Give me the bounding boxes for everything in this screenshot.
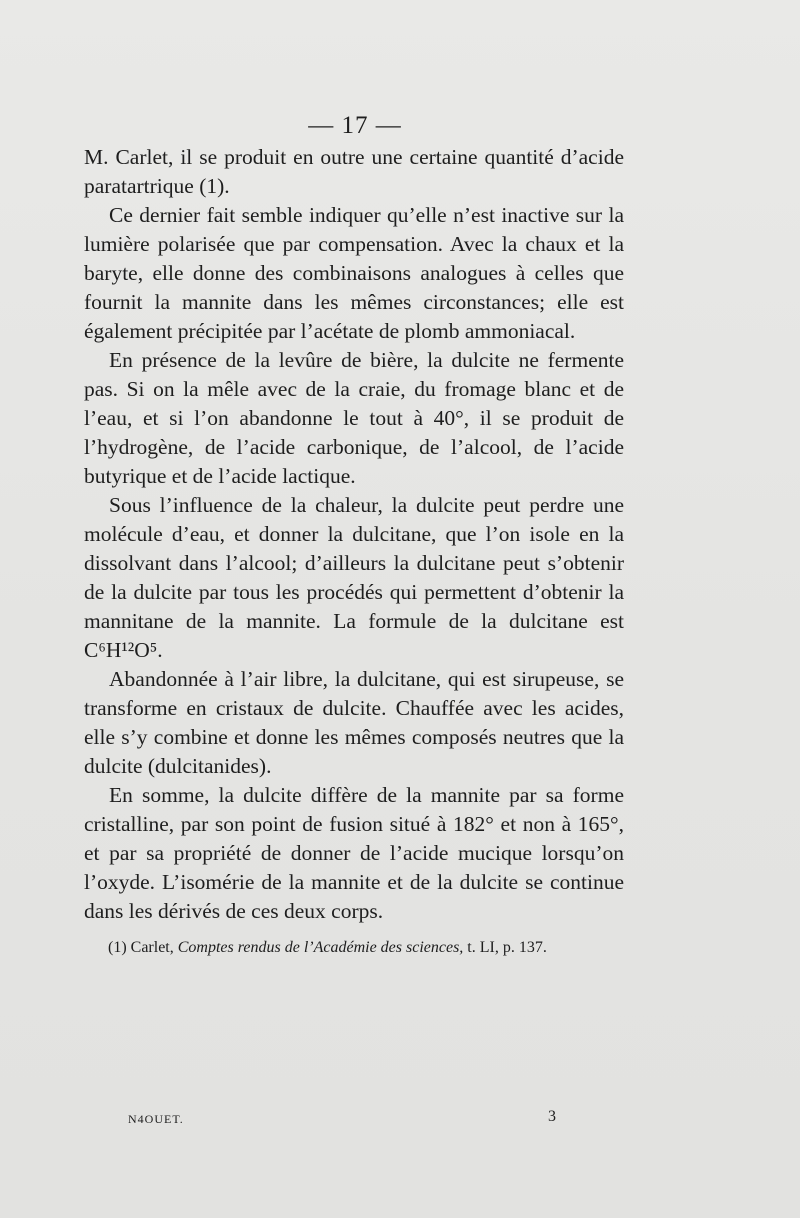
footnote-title: Comptes rendus de l’Académie des sciences, <box>177 939 464 956</box>
printer-signature: N4OUET. <box>128 1112 184 1126</box>
paragraph-1: M. Carlet, il se produit en outre une certaine quantité d’acide paratartrique (1). <box>84 145 624 198</box>
paragraph-6: En somme, la dulcite diffère de la mannite par sa forme cristalline, par son point de fusion situé à 182° et non à 165°, et par sa propriété de donner de l’acide mucique lorsqu’on l’oxyde. L’isomérie de la mannite et de la dulcite se continue dans les dérivés de ces deux corps. <box>84 783 624 923</box>
footnote <box>108 937 628 959</box>
paragraph-3: En présence de la levûre de bière, la dulcite ne fermente pas. Si on la mêle avec de la craie, du fromage blanc et de l’eau, et si l’on abandonne le tout à 40°, il se produit de l’hydrogène, de l’acide carbonique, de l’alcool, de l’acide butyrique et de l’acide lactique. <box>84 348 624 488</box>
paragraph-2: Ce dernier fait semble indiquer qu’elle n’est inactive sur la lumière polarisée que par compensation. Avec la chaux et la baryte, elle donne des combinaisons analogues à celles que fournit la mannite dans les mêmes circonstances; elle est également précipitée par l’acétate de plomb ammoniacal. <box>84 203 624 343</box>
paragraph-4: Sous l’influence de la chaleur, la dulcite peut perdre une molécule d’eau, et donner la dulcitane, que l’on isole en la dissolvant dans l’alcool; d’ailleurs la dulcitane peut s’obtenir de la dulcite par tous les procédés qui permettent d’obtenir la mannitane de la mannite. La formule de la dulcitane est C⁶H¹²O⁵. <box>84 493 624 662</box>
footnote-reference: t. LI, p. 137. <box>467 939 547 956</box>
sheet-number: 3 <box>548 1108 556 1125</box>
body-text <box>84 143 624 926</box>
paragraph-5: Abandonnée à l’air libre, la dulcitane, qui est sirupeuse, se transforme en cristaux de dulcite. Chauffée avec les acides, elle s’y combine et donne les mêmes composés neutres que la dulcite (dulcitanides). <box>84 667 624 778</box>
footnote-author: Carlet, <box>130 939 174 956</box>
page-number: — 17 — <box>308 112 402 139</box>
footnote-marker: (1) <box>108 939 127 956</box>
